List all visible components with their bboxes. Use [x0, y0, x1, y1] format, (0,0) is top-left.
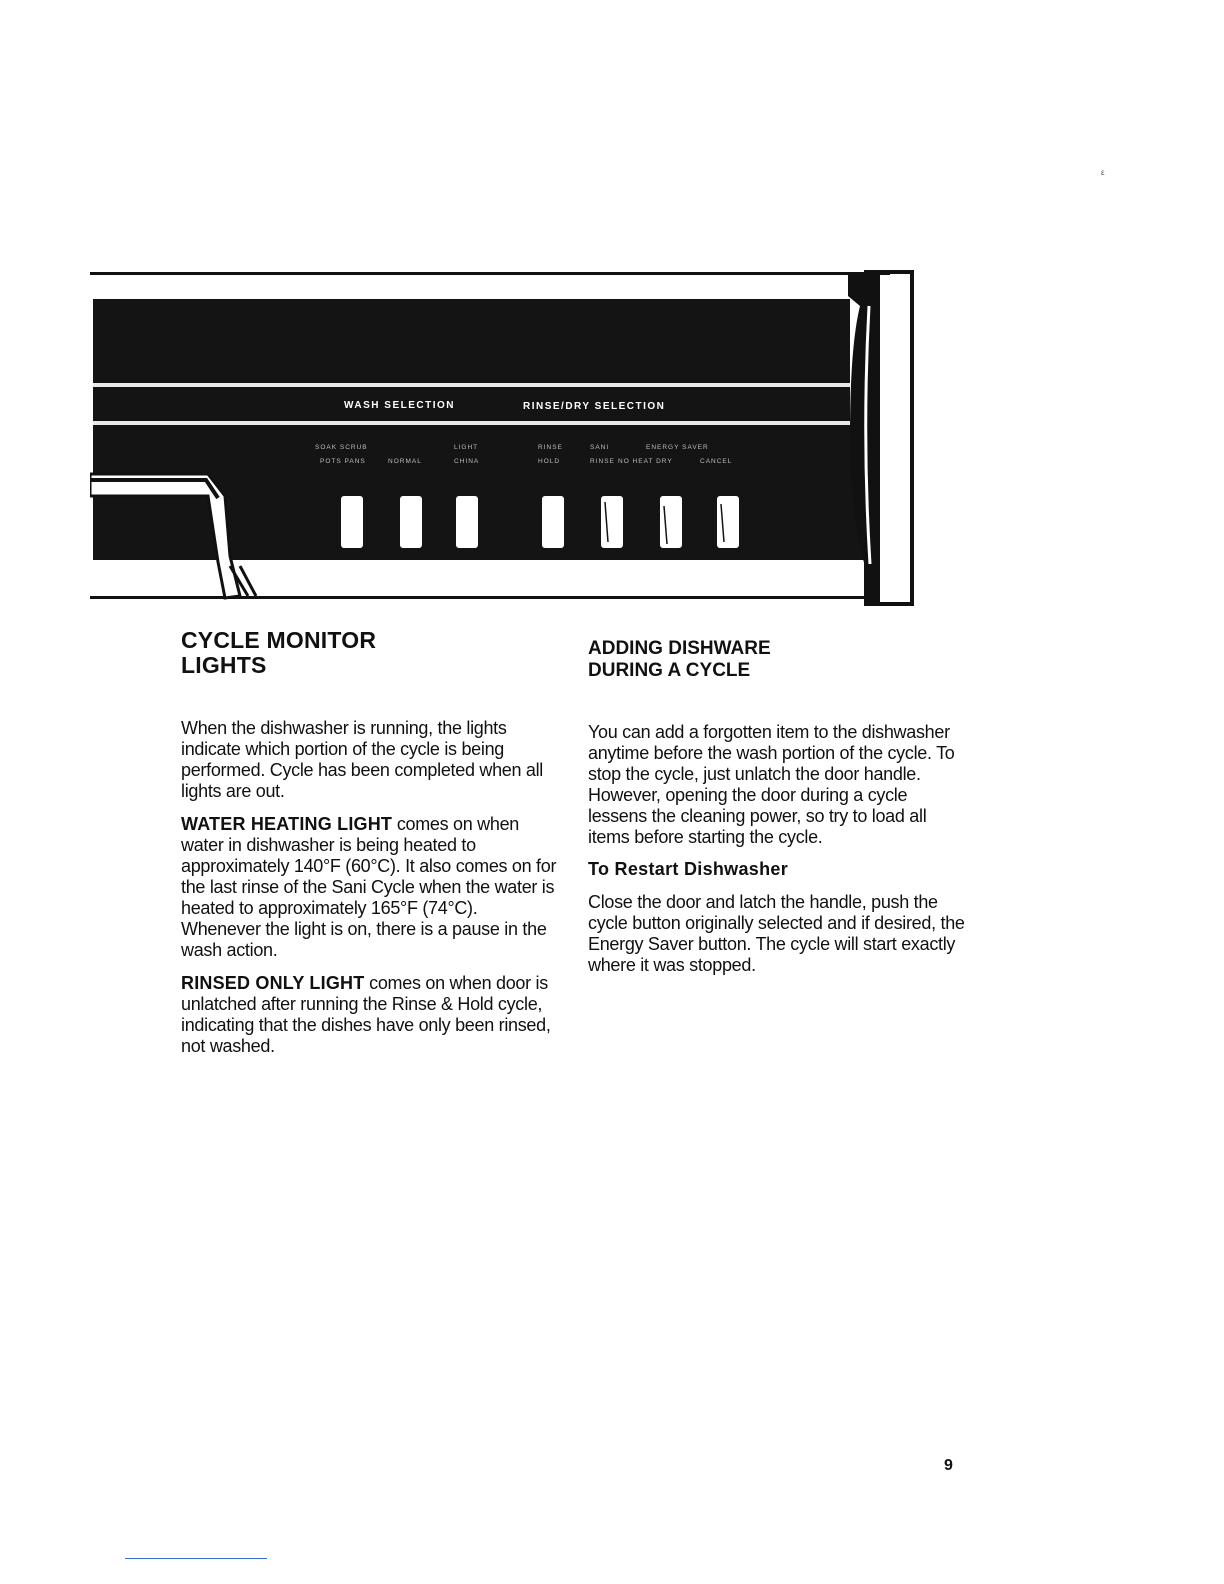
- rinsed-only-text: comes on when door is unlatched after running the Rinse & Hold cycle, indicating that the dishes have only been rinsed, not washed.: [181, 973, 551, 1056]
- adding-dishware-section: [588, 628, 968, 976]
- caption-sani: SANI: [590, 444, 610, 451]
- footer-rule: [125, 1558, 267, 1559]
- panel-button-normal[interactable]: [400, 496, 422, 548]
- rinsed-only-paragraph: [181, 973, 561, 1057]
- water-heating-paragraph: [181, 814, 561, 961]
- rinsed-only-lead: RINSED ONLY LIGHT: [181, 973, 365, 993]
- caption-no-heat-dry: NO HEAT DRY: [618, 458, 673, 465]
- caption-sani-rinse: RINSE: [590, 458, 615, 465]
- stray-mark: ε: [1101, 168, 1105, 177]
- cycle-monitor-heading: [181, 628, 561, 678]
- panel-button-energy-saver[interactable]: [660, 496, 682, 548]
- restart-text: Close the door and latch the handle, push the cycle button originally selected and if desired, the Energy Saver button. The cycle will start exactly where it was stopped.: [588, 892, 965, 975]
- wash-selection-label: WASH SELECTION: [344, 400, 456, 411]
- panel-button-pots-pans[interactable]: [341, 496, 363, 548]
- rinse-dry-selection-label: RINSE/DRY SELECTION: [523, 401, 666, 412]
- panel-button-china[interactable]: [456, 496, 478, 548]
- panel-button-rinse-hold[interactable]: [542, 496, 564, 548]
- panel-button-sani-rinse[interactable]: [601, 496, 623, 548]
- caption-rinse-hold-bottom: HOLD: [538, 458, 561, 465]
- restart-heading: To Restart Dishwasher: [588, 859, 789, 879]
- heading-line-2: DURING A CYCLE: [588, 660, 751, 681]
- caption-rinse-hold-top: RINSE: [538, 444, 563, 451]
- water-heating-text: comes on when water in dishwasher is being heated to approximately 140°F (60°C). It also comes on for the last rinse of the Sani Cycle when the water is heated to approximately 165°F (74°C). Whenever the light is on, there is a pause in the wash action.: [181, 814, 557, 960]
- caption-cancel: CANCEL: [700, 458, 733, 465]
- panel-button-cancel[interactable]: [717, 496, 739, 548]
- page-number: 9: [944, 1457, 953, 1474]
- adding-dishware-heading: [588, 638, 968, 682]
- heading-line-1: CYCLE MONITOR: [181, 627, 377, 653]
- heading-line-1: ADDING DISHWARE: [588, 638, 771, 659]
- cycle-monitor-intro: When the dishwasher is running, the lights indicate which portion of the cycle is being performed. Cycle has been completed when all lights are out.: [181, 718, 544, 801]
- adding-dishware-text: You can add a forgotten item to the dishwasher anytime before the wash portion of the cycle. To stop the cycle, just unlatch the door handle. However, opening the door during a cycle lessens the cleaning power, so try to load all items before starting the cycle.: [588, 722, 955, 847]
- caption-pots-pans: POTS PANS: [320, 458, 366, 465]
- caption-china: CHINA: [454, 458, 480, 465]
- water-heating-lead: WATER HEATING LIGHT: [181, 814, 393, 834]
- heading-line-2: LIGHTS: [181, 652, 267, 678]
- cycle-monitor-section: [181, 628, 561, 1057]
- caption-normal: NORMAL: [388, 458, 422, 465]
- control-panel-illustration: [90, 266, 920, 611]
- caption-light: LIGHT: [454, 444, 479, 451]
- caption-energy-saver: ENERGY SAVER: [646, 444, 709, 451]
- caption-soak-scrub: SOAK SCRUB: [315, 444, 368, 451]
